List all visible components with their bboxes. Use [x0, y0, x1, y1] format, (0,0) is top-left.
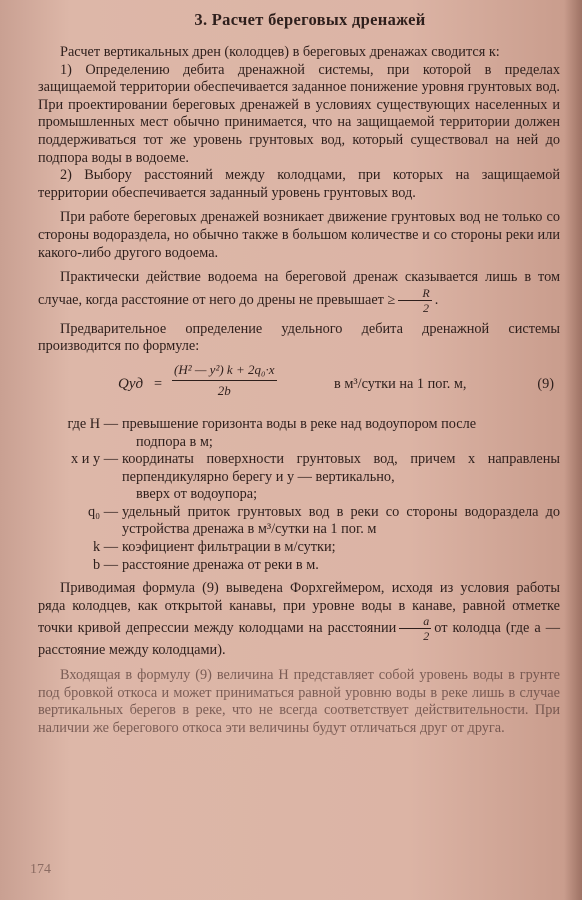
- paragraph-item-2: 2) Выбору расстояний между колодцами, при которых на защищаемой территории обеспечивается заданный уровень грунтовых вод.: [38, 167, 560, 201]
- fraction-r-over-2: [398, 287, 431, 314]
- definition-text: координаты поверхности грунтовых вод, причем x направлены перпендикулярно берегу и y — вертикально,: [122, 451, 560, 485]
- definition-key: b —: [92, 556, 118, 573]
- page-number: 174: [30, 862, 51, 877]
- formula-denominator: 2b: [217, 382, 231, 398]
- paragraph-item-1: 1) Определению дебита дренажной системы, при которой в пределах защищаемой территории обеспечивается заданное понижение уровня грунтовых вод. При проектировании береговых дренажей в условиях существующих населенных и промышленных мест обычно принимается, что на защищаемой территории должен поддерживаться тот же уровень грунтовых вод, который существовал на ней до подпора воды в водоеме.: [38, 61, 560, 166]
- fraction-numerator: a: [399, 615, 431, 629]
- formula-lhs: Qуд: [118, 375, 144, 392]
- definition-key: x и y —: [71, 451, 118, 468]
- paragraph-intro: Расчет вертикальных дрен (колодцев) в береговых дренажах сводится к:: [60, 44, 500, 60]
- paragraph-distance-end: .: [434, 291, 439, 308]
- definition-text: превышение горизонта воды в реке над водоупором после: [122, 415, 477, 432]
- definition-item: [38, 416, 560, 451]
- formula-9: [38, 362, 560, 408]
- definitions-list: [38, 416, 560, 574]
- fraction-numerator: R: [398, 287, 431, 301]
- definition-key: где H —: [67, 415, 118, 432]
- definition-continuation: вверх от водоупора;: [136, 486, 258, 503]
- definition-item: [38, 557, 560, 575]
- formula-unit: в м³/сутки на 1 пог. м,: [334, 375, 467, 392]
- page-edge-shadow: [564, 0, 582, 900]
- paragraph-forchheimer-end: от колодца (где a — расстояние между колодцами).: [38, 620, 560, 659]
- formula-fraction: [172, 362, 277, 399]
- fraction-denominator: 2: [423, 629, 430, 644]
- section-title: 3. Расчет береговых дренажей: [194, 10, 426, 29]
- formula-equals: =: [154, 375, 163, 392]
- definition-text: удельный приток грунтовых вод в реки со стороны водораздела до устройства дренажа в м³/сутки на 1 пог. м: [122, 503, 560, 538]
- paragraph-forchheimer-text: Приводимая формула (9) выведена Форхгеймером, исходя из условия работы ряда колодцев, как открытой канавы, при уровне воды в канаве, равной отметке точки кривой депрессии между колодцами на расстоянии: [38, 580, 560, 637]
- fraction-a-over-2: [399, 615, 431, 642]
- definition-key: k —: [92, 539, 118, 556]
- definition-text: расстояние дренажа от реки в м.: [122, 556, 319, 573]
- paragraph-distance: [38, 269, 560, 314]
- definition-text: коэфициент фильтрации в м/сутки;: [122, 539, 336, 556]
- definition-item: [38, 504, 560, 539]
- definition-item: [38, 539, 560, 557]
- formula-number: (9): [537, 375, 554, 392]
- paragraph-flow: При работе береговых дренажей возникает движение грунтовых вод не только со стороны водораздела, но обычно также в большом количестве и со стороны реки или какого-либо другого водоема.: [38, 209, 560, 261]
- paragraph-formula-intro: Предварительное определение удельного дебита дренажной системы производится по формуле:: [38, 320, 560, 355]
- formula-numerator: (H² — y²) k + 2q₀·x: [172, 362, 277, 381]
- paragraph-h-value: Входящая в формулу (9) величина H представляет собой уровень воды в грунте под бровкой откоса и может приниматься равной уровню воды в реке лишь в случае вертикальных берегов в реке, что не всегда соответствует действительности. При наличии же берегового откоса эти величины будут отличаться друг от друга.: [38, 667, 560, 736]
- fraction-denominator: 2: [423, 300, 430, 315]
- definition-continuation: подпора в м;: [136, 433, 213, 450]
- paragraph-distance-text: Практически действие водоема на береговой дренаж сказывается лишь в том случае, когда расстояние от него до дрены не превышает ≥: [38, 269, 560, 308]
- definition-item: [38, 451, 560, 504]
- definition-key: q₀ —: [87, 503, 118, 520]
- paragraph-forchheimer: [38, 580, 560, 660]
